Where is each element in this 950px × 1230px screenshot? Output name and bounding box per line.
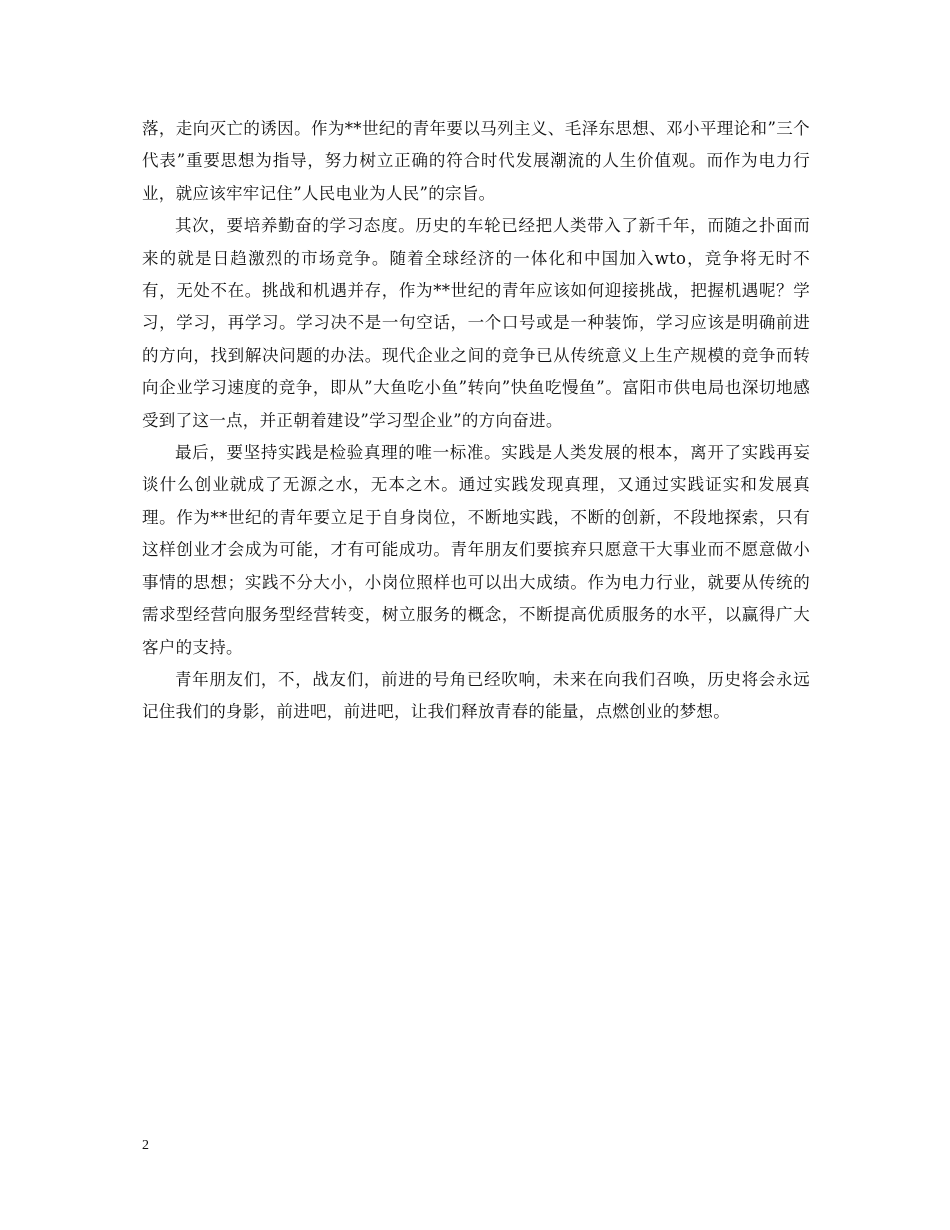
paragraph-1: 落，走向灭亡的诱因。作为**世纪的青年要以马列主义、毛泽东思想、邓小平理论和”三个代表”重要思想为指导，努力树立正确的符合时代发展潮流的人生价值观。而作为电力行业，就应该牢牢记住”人民电业为人民”的宗旨。 (142, 119, 810, 203)
page-number: 2 (142, 1138, 149, 1153)
paragraph-3: 最后，要坚持实践是检验真理的唯一标准。实践是人类发展的根本，离开了实践再妄谈什么创业就成了无源之水，无本之木。通过实践发现真理，又通过实践证实和发展真理。作为**世纪的青年要立足于自身岗位，不断地实践，不断的创新，不段地探索，只有这样创业才会成为可能，才有可能成功。青年朋友们要摈弃只愿意干大事业而不愿意做小事情的思想；实践不分大小，小岗位照样也可以出大成绩。作为电力行业，就要从传统的需求型经营向服务型经营转变，树立服务的概念，不断提高优质服务的水平，以赢得广大客户的支持。 (142, 443, 810, 657)
document-body (142, 113, 810, 729)
paragraph-4: 青年朋友们，不，战友们，前进的号角已经吹响，未来在向我们召唤，历史将会永远记住我们的身影，前进吧，前进吧，让我们释放青春的能量，点燃创业的梦想。 (142, 669, 810, 722)
paragraph-2: 其次，要培养勤奋的学习态度。历史的车轮已经把人类带入了新千年，而随之扑面而来的就是日趋激烈的市场竞争。随着全球经济的一体化和中国加入wto，竞争将无时不有，无处不在。挑战和机遇并存，作为**世纪的青年应该如何迎接挑战，把握机遇呢？学习，学习，再学习。学习决不是一句空话，一个口号或是一种装饰，学习应该是明确前进的方向，找到解决问题的办法。现代企业之间的竞争已从传统意义上生产规模的竞争而转向企业学习速度的竞争，即从”大鱼吃小鱼”转向”快鱼吃慢鱼”。富阳市供电局也深切地感受到了这一点，并正朝着建设”学习型企业”的方向奋进。 (142, 216, 810, 430)
